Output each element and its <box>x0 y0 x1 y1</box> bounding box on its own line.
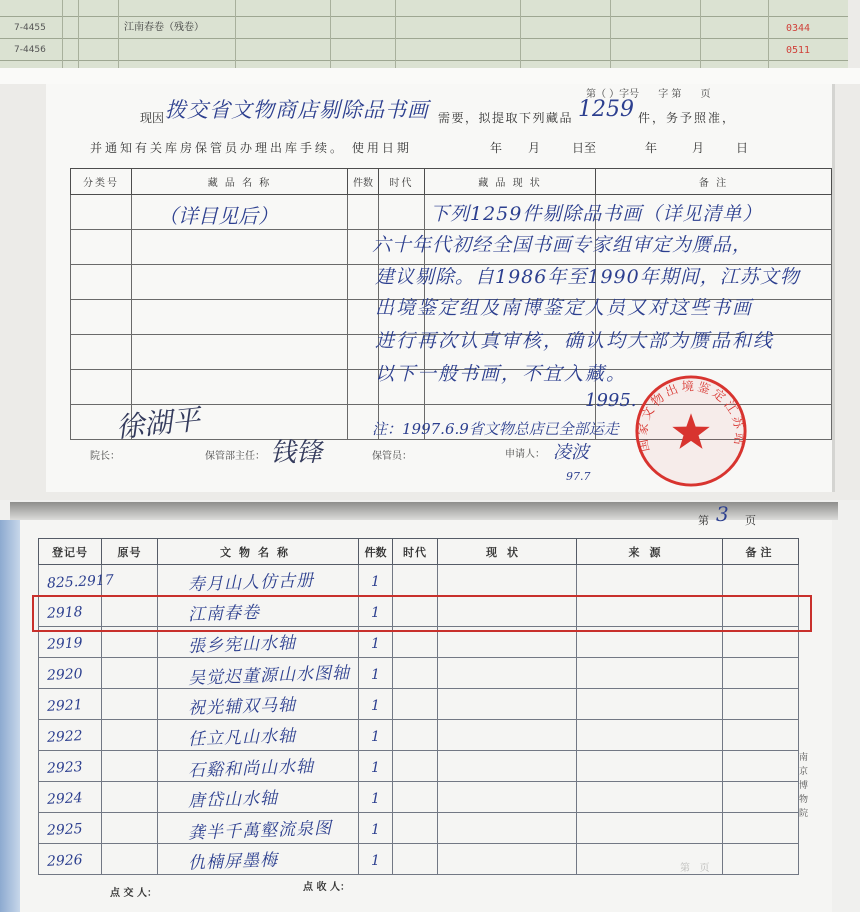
column-header-quantity: 件数 <box>348 169 379 195</box>
date-day-from: 日至 <box>572 141 597 155</box>
form-cell <box>132 300 348 335</box>
item-name-handwritten: （详目见后） <box>158 204 278 228</box>
keeper-label: 保管员： <box>372 451 412 462</box>
ledger-row <box>39 565 799 596</box>
page-number-suffix: 页 <box>745 514 756 527</box>
strip-rule <box>62 0 63 68</box>
ledger-condition-cell <box>438 782 577 813</box>
ledger-era-cell <box>393 720 438 751</box>
ledger-quantity: 1 <box>371 821 380 838</box>
ledger-header-row <box>39 539 799 565</box>
strip-rule <box>0 60 848 61</box>
strip-rule <box>0 16 848 17</box>
ledger-object-name: 任立凡山水轴 <box>187 725 297 750</box>
column-header-condition: 现状 <box>438 539 577 565</box>
ledger-reg-no-cell <box>39 565 115 596</box>
form-cell <box>71 265 132 300</box>
ledger-reg-no: 2920 <box>46 665 84 684</box>
remark-line: 进行再次认真审核，确认均大部为赝品和线 <box>375 330 775 352</box>
form-cell <box>71 230 132 265</box>
strip-rule <box>118 0 119 68</box>
remark-line: 六十年代初经全国书画专家组审定为赝品， <box>372 234 753 256</box>
ledger-source-cell <box>577 658 723 689</box>
column-header-item-name: 藏 品 名 称 <box>132 169 348 195</box>
ledger-original-no-cell <box>102 751 158 782</box>
form-cell <box>132 230 348 265</box>
column-header-quantity: 件数 <box>359 539 393 565</box>
remark-line: 以下一般书画，不宜入藏。 <box>375 363 628 385</box>
ledger-reg-no: 2918 <box>46 603 84 622</box>
ledger-condition-cell <box>438 844 577 875</box>
ledger-era-cell <box>393 751 438 782</box>
ledger-condition-cell <box>438 658 577 689</box>
ledger-quantity-cell <box>359 689 393 720</box>
highlight-box <box>32 595 812 632</box>
ledger-object-name: 吴觉迟董源山水图轴 <box>187 662 351 689</box>
ledger-object-name: 張乡宪山水轴 <box>187 632 297 657</box>
ledger-reg-no: 2924 <box>46 789 84 808</box>
ledger-source-cell <box>577 813 723 844</box>
receiver-label: 点 收 人： <box>303 882 350 893</box>
ledger-reg-no: 825.2917 <box>46 571 115 592</box>
ledger-quantity-cell <box>359 844 393 875</box>
form-cell <box>348 335 379 370</box>
dept-head-label: 保管部主任： <box>205 451 265 462</box>
intro-count: 1259 <box>578 97 634 122</box>
ledger-era-cell <box>393 813 438 844</box>
applicant-label: 申请人： <box>505 449 545 460</box>
ledger-reg-no: 2926 <box>46 851 84 870</box>
ledger-quantity: 1 <box>371 697 380 714</box>
ledger-binding <box>0 520 20 912</box>
ledger-condition-cell <box>438 565 577 596</box>
ledger-remarks-cell <box>723 565 799 596</box>
page-gap <box>0 68 860 84</box>
ledger-object-name: 仇楠屏墨梅 <box>187 849 279 874</box>
ledger-object-name-cell <box>158 720 359 751</box>
column-header-original-no: 原号 <box>102 539 158 565</box>
ledger-object-name: 江南春卷 <box>187 602 261 625</box>
applicant-name: 凌波 <box>553 442 589 463</box>
director-signature: 徐湖平 <box>114 402 202 445</box>
ledger-original-no-cell <box>102 813 158 844</box>
strip-amount: 0511 <box>786 45 811 56</box>
ledger-original-no-cell <box>102 689 158 720</box>
red-seal-stamp <box>632 372 750 490</box>
withdrawal-form <box>46 84 835 492</box>
ledger-reg-no: 2922 <box>46 727 84 746</box>
ledger-quantity: 1 <box>371 635 380 652</box>
form-cell <box>379 195 425 230</box>
strip-rule <box>235 0 236 68</box>
page-fold-shadow <box>10 502 838 520</box>
previous-ledger-strip <box>0 0 848 68</box>
ledger-condition-cell <box>438 813 577 844</box>
column-header-registration-no: 登记号 <box>39 539 102 565</box>
ledger-quantity: 1 <box>371 790 380 807</box>
form-cell <box>348 370 379 405</box>
ledger-remarks-cell <box>723 782 799 813</box>
ledger-condition-cell <box>438 751 577 782</box>
ledger-era-cell <box>393 844 438 875</box>
ledger-object-name-cell <box>158 844 359 875</box>
intro-line-2: 并通知有关库房保管员办理出库手续。 使用日期 <box>90 141 412 155</box>
date-year-from: 年 <box>490 141 503 155</box>
ledger-era-cell <box>393 782 438 813</box>
ledger-source-cell <box>577 751 723 782</box>
strip-rule <box>520 0 521 68</box>
page-number-prefix: 第 <box>698 514 709 527</box>
ledger-row <box>39 782 799 813</box>
director-label: 院长： <box>90 451 120 462</box>
form-cell <box>71 195 132 230</box>
strip-rule <box>395 0 396 68</box>
applicant-date: 97.7 <box>566 470 591 483</box>
ledger-original-no-cell <box>102 844 158 875</box>
column-header-class-no: 分类号 <box>71 169 132 195</box>
ledger-era-cell <box>393 689 438 720</box>
ledger-reg-no: 2919 <box>46 634 84 653</box>
ledger-row <box>39 813 799 844</box>
ledger-quantity-cell <box>359 565 393 596</box>
ledger-object-name-cell <box>158 782 359 813</box>
form-cell <box>348 265 379 300</box>
ledger-remarks-cell <box>723 813 799 844</box>
form-cell <box>348 300 379 335</box>
column-header-object-name: 文物名称 <box>158 539 359 565</box>
ledger-reg-no-cell <box>39 844 102 875</box>
ledger-quantity: 1 <box>371 728 380 745</box>
form-cell <box>132 265 348 300</box>
strip-item-name: 江南春卷（残卷） <box>124 22 204 33</box>
remark-line: 建议剔除。自1986年至1990年期间，江苏文物 <box>375 266 800 288</box>
withdrawal-note: 注：1997.6.9省文物总店已全部运走 <box>372 420 619 438</box>
remark-date: 1995. <box>585 390 637 411</box>
seal-text-path: 国家文物出境鉴定江苏站 <box>635 379 747 454</box>
ledger-reg-no: 2921 <box>46 696 84 715</box>
form-cell <box>348 195 379 230</box>
ledger-reg-no: 2923 <box>46 758 84 777</box>
dept-head-signature: 钱锋 <box>270 438 323 468</box>
column-header-source: 来源 <box>577 539 723 565</box>
ledger-quantity-cell <box>359 720 393 751</box>
date-month-from: 月 <box>528 141 541 155</box>
ledger-reg-no-cell <box>39 751 102 782</box>
ledger-reg-no: 2925 <box>46 820 84 839</box>
column-header-remarks: 备注 <box>723 539 799 565</box>
strip-rule <box>330 0 331 68</box>
column-header-era: 时代 <box>393 539 438 565</box>
ledger-remarks-cell <box>723 720 799 751</box>
date-day-to: 日 <box>736 141 749 155</box>
ledger-quantity-cell <box>359 658 393 689</box>
ledger-row <box>39 751 799 782</box>
ledger-original-no-cell <box>102 658 158 689</box>
ledger-reg-no-cell <box>39 782 102 813</box>
date-year-to: 年 <box>645 141 658 155</box>
ledger-row <box>39 689 799 720</box>
ledger-object-name: 唐岱山水轴 <box>187 787 279 812</box>
ledger-source-cell <box>577 782 723 813</box>
strip-rule <box>700 0 701 68</box>
strip-rule <box>610 0 611 68</box>
column-header-era: 时代 <box>379 169 425 195</box>
ledger-object-name-cell <box>158 813 359 844</box>
form-cell <box>71 335 132 370</box>
ledger-footer-page: 第 页 <box>680 863 710 874</box>
form-reference-line: 第（ ）字号 字 第 页 <box>586 89 711 100</box>
form-cell <box>71 300 132 335</box>
ledger-remarks-cell <box>723 844 799 875</box>
ledger-remarks-cell <box>723 751 799 782</box>
ledger-object-name-cell <box>158 565 359 596</box>
ledger-quantity-cell <box>359 751 393 782</box>
ledger-object-name-cell <box>158 751 359 782</box>
intro-reason: 拨交省文物商店剔除品书画 <box>165 98 429 122</box>
ledger-quantity: 1 <box>371 666 380 683</box>
ledger-quantity: 1 <box>371 604 380 621</box>
ledger-quantity: 1 <box>371 852 380 869</box>
ledger-reg-no-cell <box>39 813 102 844</box>
strip-code: 7-4456 <box>14 45 46 55</box>
ledger-era-cell <box>393 658 438 689</box>
ledger-source-cell <box>577 565 723 596</box>
form-cell <box>132 370 348 405</box>
remark-line: 出境鉴定组及南博鉴定人员又对这些书画 <box>375 297 754 319</box>
column-header-remarks: 备 注 <box>596 169 832 195</box>
strip-code: 7-4455 <box>14 23 46 33</box>
ledger-object-name: 寿月山人仿古册 <box>187 570 315 595</box>
intro-suffix: 件，务予照准， <box>638 111 737 125</box>
ledger-quantity-cell <box>359 813 393 844</box>
side-stamp: 南京博物院 <box>797 752 807 822</box>
ledger-object-name: 龚半千萬壑流泉图 <box>187 817 333 844</box>
form-cell <box>132 335 348 370</box>
handover-label: 点 交 人： <box>110 888 157 899</box>
column-header-condition: 藏 品 现 状 <box>425 169 596 195</box>
strip-rule <box>0 38 848 39</box>
ledger-remarks-cell <box>723 658 799 689</box>
ledger-object-name-cell <box>158 689 359 720</box>
strip-rule <box>78 0 79 68</box>
ledger-quantity: 1 <box>371 759 380 776</box>
ledger-era-cell <box>393 565 438 596</box>
intro-prefix: 现因 <box>140 111 165 125</box>
ledger-condition-cell <box>438 689 577 720</box>
page-number: 3 <box>716 502 729 526</box>
strip-rule <box>768 0 769 68</box>
intro-middle: 需要，拟提取下列藏品 <box>438 111 574 125</box>
form-cell <box>71 370 132 405</box>
ledger-object-name: 祝光辅双马轴 <box>187 694 297 719</box>
strip-amount: 0344 <box>786 23 811 34</box>
collection-ledger <box>0 500 860 912</box>
ledger-object-name: 石谿和尚山水轴 <box>187 756 315 781</box>
ledger-object-name-cell <box>158 658 359 689</box>
ledger-reg-no-cell <box>39 658 102 689</box>
ledger-table <box>38 538 799 875</box>
remark-line: 下列1259件剔除品书画（详见清单） <box>430 203 763 225</box>
ledger-source-cell <box>577 689 723 720</box>
ledger-quantity-cell <box>359 782 393 813</box>
form-header-row <box>71 169 832 195</box>
ledger-reg-no-cell <box>39 689 102 720</box>
date-month-to: 月 <box>692 141 705 155</box>
ledger-reg-no-cell <box>39 720 102 751</box>
ledger-condition-cell <box>438 720 577 751</box>
ledger-original-no-cell <box>102 720 158 751</box>
ledger-original-no-cell <box>102 782 158 813</box>
ledger-quantity: 1 <box>371 573 380 590</box>
ledger-source-cell <box>577 720 723 751</box>
ledger-remarks-cell <box>723 689 799 720</box>
ledger-row <box>39 658 799 689</box>
ledger-row <box>39 720 799 751</box>
